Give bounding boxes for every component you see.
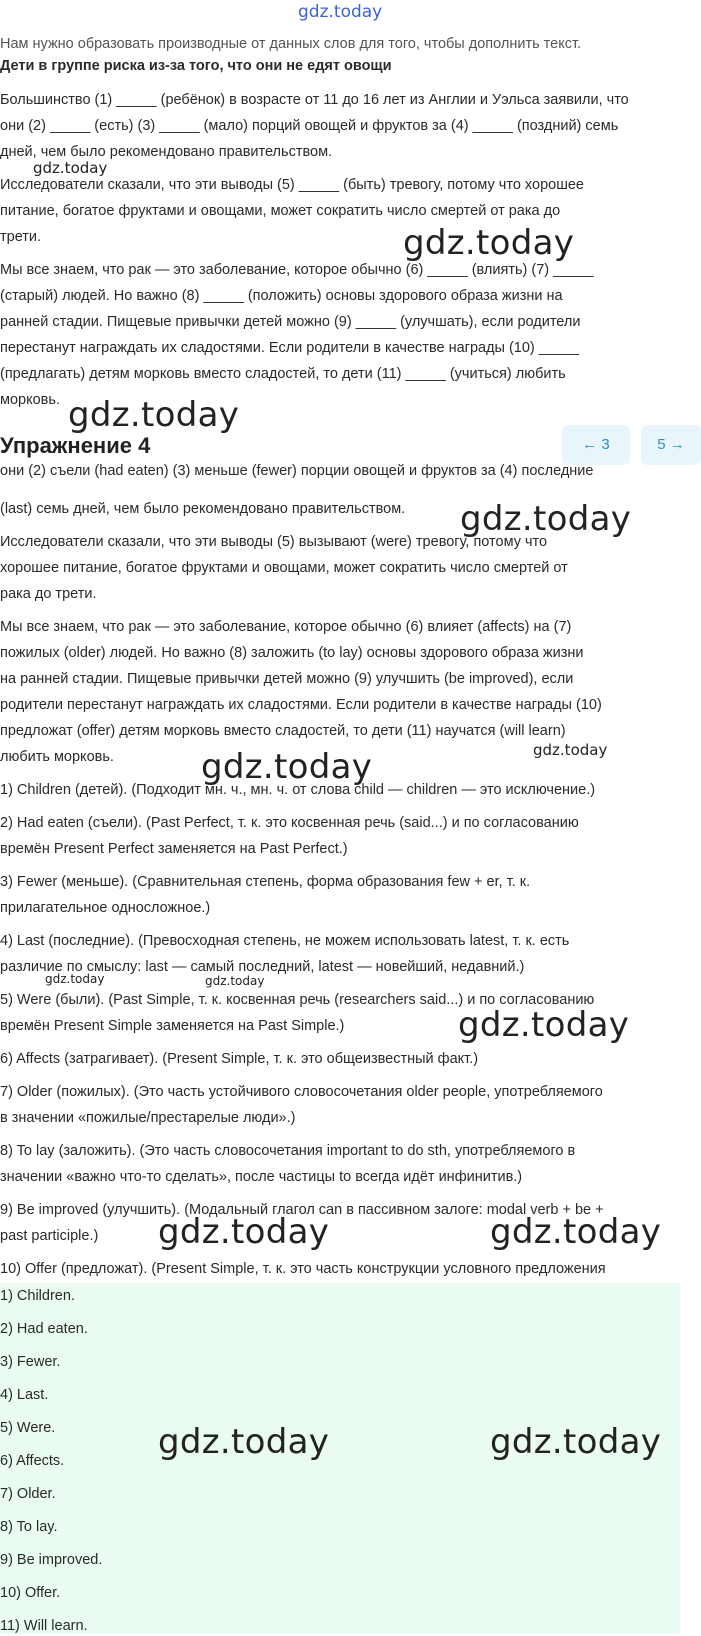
- explanation-line: значении «важно что-то сделать», после частицы to всегда идёт инфинитив.): [0, 1169, 523, 1185]
- answer-item: 8) To lay.: [0, 1519, 58, 1535]
- task-line: питание, богатое фруктами и овощами, может сократить число смертей от рака до: [0, 203, 561, 219]
- task-line: Исследователи сказали, что эти выводы (5) _____ (быть) тревогу, потому что хорошее: [0, 177, 584, 193]
- watermark: gdz.today: [158, 1422, 330, 1462]
- explanation-line: past participle.): [0, 1228, 99, 1244]
- exercise-heading: Упражнение 4: [0, 433, 151, 458]
- watermark: gdz.today: [458, 1005, 630, 1045]
- explanation-line: 7) Older (пожилых). (Это часть устойчивого словосочетания older people, употребляемого: [0, 1084, 603, 1100]
- answer-item: 11) Will learn.: [0, 1618, 88, 1634]
- task-line: трети.: [0, 229, 42, 245]
- next-exercise-button[interactable]: 5 →: [641, 425, 701, 465]
- task-line: перестанут награждать их сладостями. Если родители в качестве награды (10) _____: [0, 340, 580, 356]
- watermark: gdz.today: [33, 159, 108, 177]
- task-line: (предлагать) детям морковь вместо сладостей, то дети (11) _____ (учиться) любить: [0, 366, 566, 382]
- prev-exercise-button[interactable]: ← 3: [562, 425, 630, 465]
- explanation-line: различие по смыслу: last — самый последний, latest — новейший, недавний.): [0, 959, 525, 975]
- task-line: ранней стадии. Пищевые привычки детей можно (9) _____ (улучшать), если родители: [0, 314, 581, 330]
- watermark: gdz.today: [68, 395, 240, 435]
- watermark: gdz.today: [460, 499, 632, 539]
- task-line: (старый) людей. Но важно (8) _____ (положить) основы здорового образа жизни на: [0, 288, 563, 304]
- watermark: gdz.today: [490, 1422, 662, 1462]
- explanation-line: 8) To lay (заложить). (Это часть словосочетания important to do sth, употребляемого в: [0, 1143, 576, 1159]
- solution-cut-line: они (2) съели (had eaten) (3) меньше (fewer) порции овощей и фруктов за (4) последние: [0, 463, 594, 479]
- answer-item: 7) Older.: [0, 1486, 56, 1502]
- watermark: gdz.today: [490, 1212, 662, 1252]
- explanation-line: времён Present Simple заменяется на Past Simple.): [0, 1018, 345, 1034]
- answer-item: 10) Offer.: [0, 1585, 61, 1601]
- watermark: gdz.today: [158, 1212, 330, 1252]
- site-logo[interactable]: gdz.today: [298, 2, 383, 22]
- solution-line: пожилых (older) людей. Но важно (8) заложить (to lay) основы здорового образа жизни: [0, 645, 584, 661]
- answer-item: 2) Had eaten.: [0, 1321, 88, 1337]
- cut-off-instruction: Нам нужно образовать производные от данных слов для того, чтобы дополнить текст.: [0, 36, 582, 52]
- answer-item: 4) Last.: [0, 1387, 49, 1403]
- explanation-line: 6) Affects (затрагивает). (Present Simple, т. к. это общеизвестный факт.): [0, 1051, 479, 1067]
- explanation-line: времён Present Perfect заменяется на Past Perfect.): [0, 841, 348, 857]
- watermark: gdz.today: [533, 741, 608, 759]
- task-line: дней, чем было рекомендовано правительством.: [0, 144, 333, 160]
- explanation-line: в значении «пожилые/престарелые люди».): [0, 1110, 296, 1126]
- task-line: Мы все знаем, что рак — это заболевание, которое обычно (6) _____ (влиять) (7) _____: [0, 262, 594, 278]
- answer-item: 9) Be improved.: [0, 1552, 103, 1568]
- answer-item: 6) Affects.: [0, 1453, 65, 1469]
- explanation-line: 4) Last (последние). (Превосходная степень, не можем использовать latest, т. к. есть: [0, 933, 570, 949]
- solution-line: Исследователи сказали, что эти выводы (5) вызывают (were) тревогу, потому что: [0, 534, 548, 550]
- solution-line: предложат (offer) детям морковь вместо сладостей, то дети (11) научатся (will learn): [0, 723, 566, 739]
- task-title: Дети в группе риска из-за того, что они не едят овощи: [0, 58, 392, 74]
- task-line: морковь.: [0, 392, 60, 408]
- explanation-line: прилагательное односложное.): [0, 900, 211, 916]
- solution-line: (last) семь дней, чем было рекомендовано правительством.: [0, 501, 406, 517]
- solution-line: рака до трети.: [0, 586, 97, 602]
- task-line: они (2) _____ (есть) (3) _____ (мало) порций овощей и фруктов за (4) _____ (поздний) семь: [0, 118, 619, 134]
- answer-item: 3) Fewer.: [0, 1354, 61, 1370]
- solution-line: любить морковь.: [0, 749, 114, 765]
- solution-line: Мы все знаем, что рак — это заболевание, которое обычно (6) влияет (affects) на (7): [0, 619, 572, 635]
- watermark: gdz.today: [45, 972, 105, 986]
- watermark: gdz.today: [403, 223, 575, 263]
- answer-item: 1) Children.: [0, 1288, 75, 1304]
- answer-item: 5) Were.: [0, 1420, 56, 1436]
- task-line: Большинство (1) _____ (ребёнок) в возрасте от 11 до 16 лет из Англии и Уэльса заявили, что: [0, 92, 629, 108]
- explanation-line: 9) Be improved (улучшить). (Модальный глагол can в пассивном залоге: modal verb + be +: [0, 1202, 604, 1218]
- solution-line: на ранней стадии. Пищевые привычки детей можно (9) улучшить (be improved), если: [0, 671, 574, 687]
- explanation-line: 1) Children (детей). (Подходит мн. ч., мн. ч. от слова child — children — это исключение.): [0, 782, 596, 798]
- solution-line: хорошее питание, богатое фруктами и овощами, может сократить число смертей от: [0, 560, 568, 576]
- watermark: gdz.today: [205, 974, 265, 988]
- answers-box: [0, 1283, 680, 1634]
- solution-line: родители перестанут награждать их сладостями. Если родители в качестве награды (10): [0, 697, 602, 713]
- explanation-line: 10) Offer (предложат). (Present Simple, т. к. это часть конструкции условного предложения: [0, 1261, 606, 1277]
- explanation-line: 5) Were (были). (Past Simple, т. к. косвенная речь (researchers said...) и по согласованию: [0, 992, 595, 1008]
- watermark: gdz.today: [201, 747, 373, 787]
- explanation-line: 2) Had eaten (съели). (Past Perfect, т. к. это косвенная речь (said...) и по согласованию: [0, 815, 579, 831]
- explanation-line: 3) Fewer (меньше). (Сравнительная степень, форма образования few + er, т. к.: [0, 874, 531, 890]
